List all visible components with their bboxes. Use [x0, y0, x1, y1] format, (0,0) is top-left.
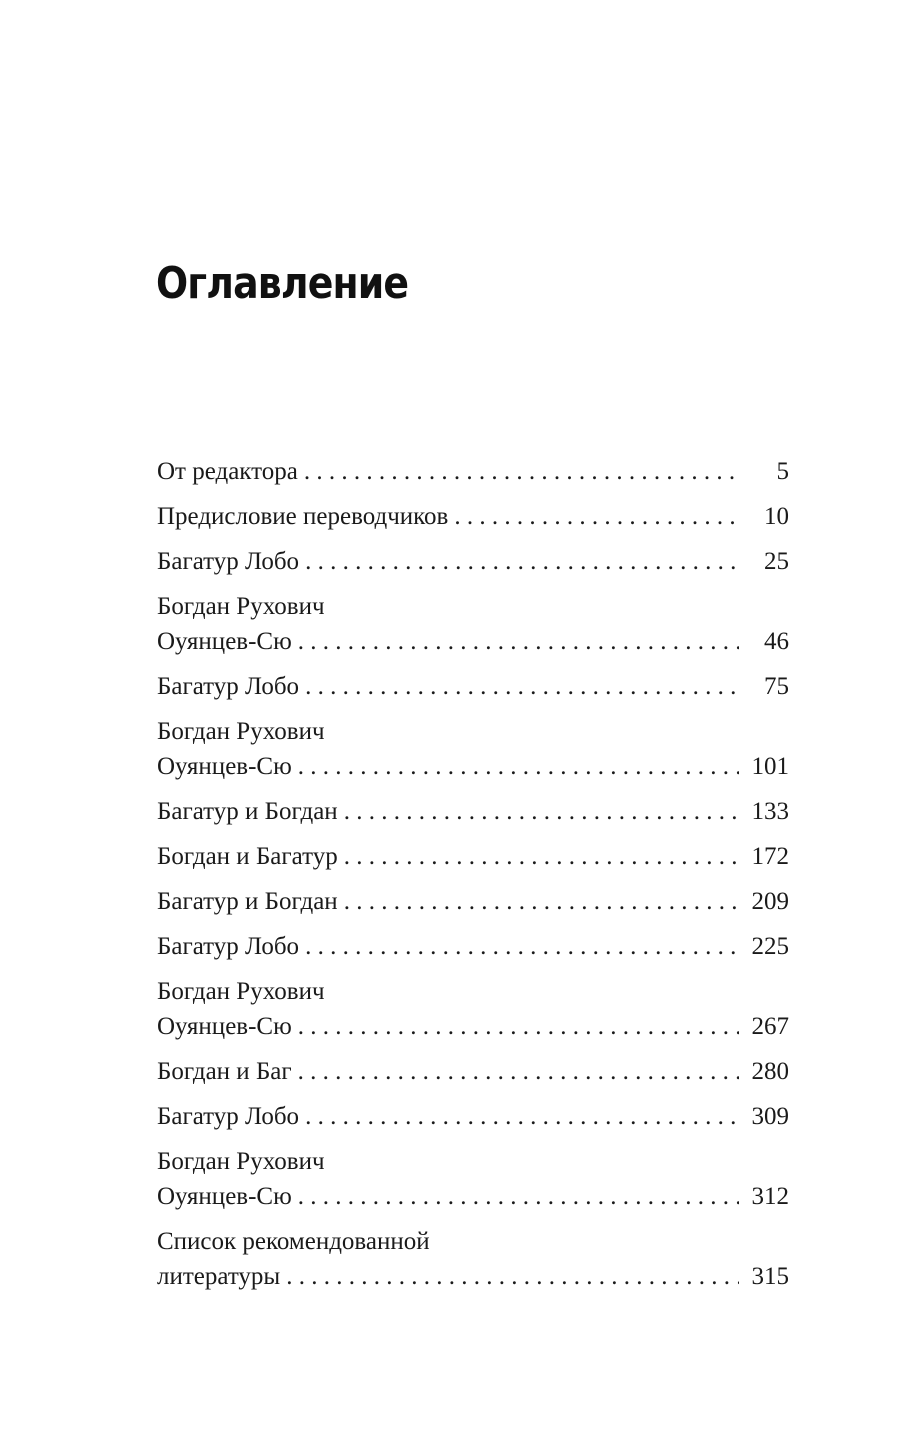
toc-entry-title: Оуянцев-Сю: [157, 1183, 292, 1210]
toc-entry-line: [157, 1009, 789, 1044]
dot-leader: [298, 749, 739, 784]
toc-entry-title: Богдан Рухович: [157, 593, 325, 620]
toc-entry-line: [157, 794, 789, 829]
toc-entry-line: [157, 1259, 789, 1294]
toc-entry: [157, 1054, 789, 1089]
toc-entry-line: [157, 1144, 789, 1179]
toc-entry-title: Оуянцев-Сю: [157, 1013, 292, 1040]
toc-entry-page-number: 46: [764, 628, 789, 655]
toc-entry-page-number: 209: [751, 888, 789, 915]
toc-entry-page-number: 315: [751, 1263, 789, 1290]
toc-entry-line: [157, 544, 789, 579]
toc-entry-title: Богдан и Баг: [157, 1058, 292, 1085]
dot-leader: [286, 1259, 739, 1294]
toc-entry-line: [157, 974, 789, 1009]
toc-entry-page-number: 172: [751, 843, 789, 870]
toc-entry-line: [157, 929, 789, 964]
toc-heading: Оглавление: [156, 258, 409, 309]
toc-entry: [157, 974, 789, 1044]
toc-entry-line: [157, 624, 789, 659]
toc-entry-title: Багатур и Богдан: [157, 888, 338, 915]
toc-entry-title: Оуянцев-Сю: [157, 753, 292, 780]
toc-entry-line: [157, 1099, 789, 1134]
toc-entry-page-number: 25: [764, 548, 789, 575]
dot-leader: [344, 794, 739, 829]
toc-entry-title: Предисловие переводчиков: [157, 503, 449, 530]
toc-entry-line: [157, 454, 789, 489]
toc-entry: [157, 544, 789, 579]
dot-leader: [305, 544, 739, 579]
dot-leader: [344, 839, 739, 874]
toc-entry-page-number: 312: [751, 1183, 789, 1210]
toc-entry-page-number: 75: [764, 673, 789, 700]
toc-entry: [157, 1224, 789, 1294]
toc-entry-title: Богдан Рухович: [157, 718, 325, 745]
toc-entry: [157, 884, 789, 919]
toc-entry: [157, 839, 789, 874]
toc-entry-title: Богдан Рухович: [157, 1148, 325, 1175]
toc-entry-page-number: 133: [751, 798, 789, 825]
toc-entry: [157, 499, 789, 534]
dot-leader: [298, 1179, 739, 1214]
dot-leader: [304, 454, 739, 489]
toc-entry: [157, 454, 789, 489]
toc-entry-line: [157, 1179, 789, 1214]
dot-leader: [305, 669, 739, 704]
toc-entry-title: Список рекомендованной: [157, 1228, 430, 1255]
toc-entry: [157, 1144, 789, 1214]
toc-entry-title: Богдан Рухович: [157, 978, 325, 1005]
dot-leader: [305, 1099, 739, 1134]
toc-entry-page-number: 225: [751, 933, 789, 960]
toc-entry-line: [157, 1224, 789, 1259]
dot-leader: [298, 624, 739, 659]
dot-leader: [305, 929, 739, 964]
toc-entry-page-number: 10: [764, 503, 789, 530]
toc-entry: [157, 669, 789, 704]
toc-entry-title: Багатур Лобо: [157, 548, 300, 575]
toc-entry-title: Багатур Лобо: [157, 1103, 300, 1130]
toc-entry: [157, 714, 789, 784]
toc-entry: [157, 589, 789, 659]
toc-entry: [157, 929, 789, 964]
toc-entry-line: [157, 1054, 789, 1089]
toc-entry-title: Багатур Лобо: [157, 933, 300, 960]
toc-entry-page-number: 5: [776, 458, 789, 485]
toc-entry-title: Богдан и Багатур: [157, 843, 338, 870]
dot-leader: [344, 884, 739, 919]
toc-entry-line: [157, 669, 789, 704]
toc-entry-line: [157, 839, 789, 874]
toc-entry: [157, 1099, 789, 1134]
toc-entry-line: [157, 749, 789, 784]
toc-entry-title: литературы: [157, 1263, 281, 1290]
toc-entry-page-number: 280: [751, 1058, 789, 1085]
toc-entry-title: Багатур Лобо: [157, 673, 300, 700]
toc-entry-line: [157, 499, 789, 534]
table-of-contents: [157, 454, 789, 1304]
toc-entry-page-number: 309: [751, 1103, 789, 1130]
toc-entry: [157, 794, 789, 829]
toc-entry-page-number: 101: [751, 753, 789, 780]
toc-entry-line: [157, 589, 789, 624]
dot-leader: [298, 1009, 739, 1044]
dot-leader: [454, 499, 739, 534]
toc-entry-line: [157, 714, 789, 749]
toc-entry-line: [157, 884, 789, 919]
toc-entry-page-number: 267: [751, 1013, 789, 1040]
toc-entry-title: Багатур и Богдан: [157, 798, 338, 825]
toc-entry-title: Оуянцев-Сю: [157, 628, 292, 655]
dot-leader: [298, 1054, 739, 1089]
toc-entry-title: От редактора: [157, 458, 298, 485]
